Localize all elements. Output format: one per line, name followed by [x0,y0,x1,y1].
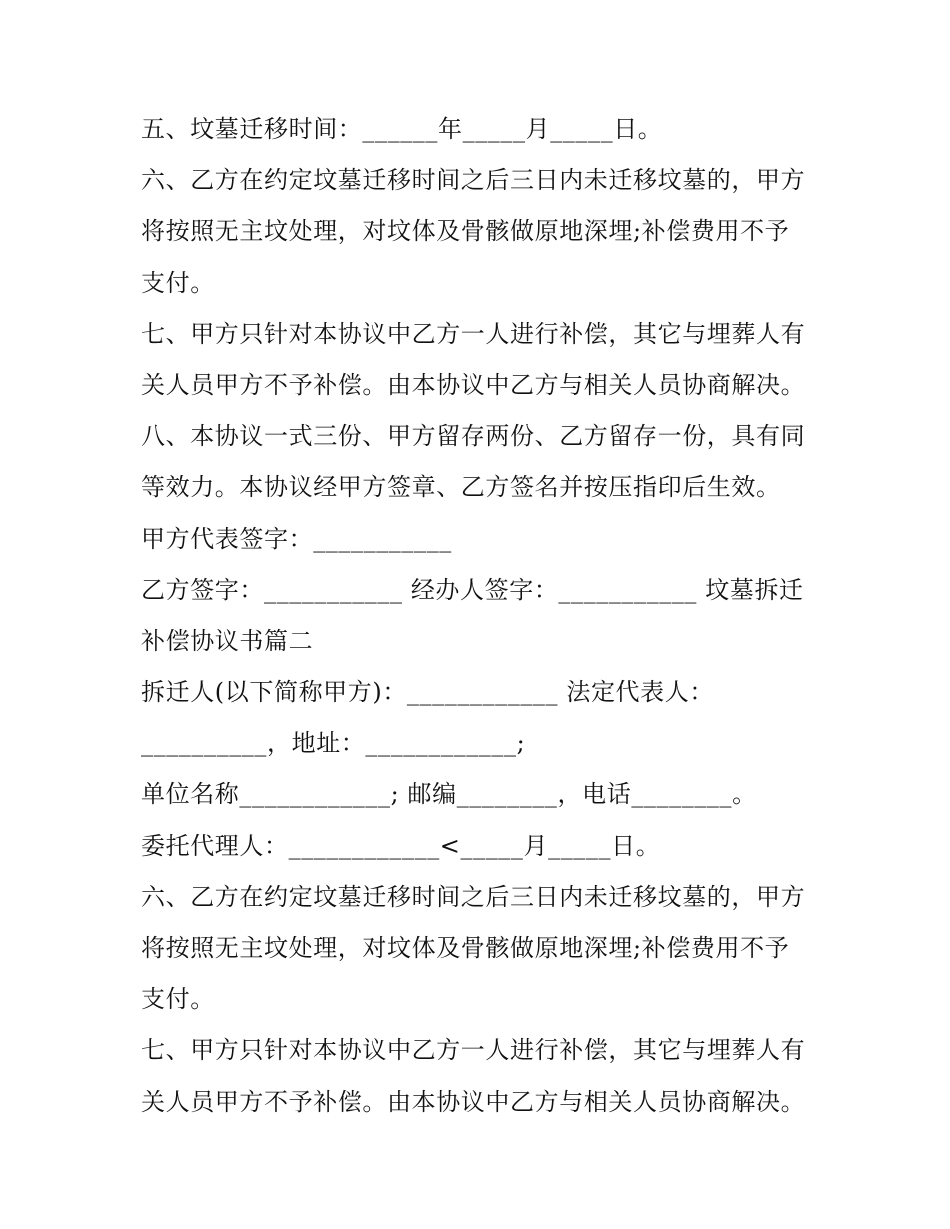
section-title: 补偿协议书篇二 [141,626,314,655]
text-line: 拆迁人(以下简称甲方)：____________ 法定代表人： [141,678,714,707]
text-line: 支付。 [141,985,215,1014]
text-line: 委托代理人：____________<_____月_____日。 [141,831,661,860]
text-line: __________，地址：____________; [141,729,526,758]
text-line: 七、甲方只针对本协议中乙方一人进行补偿，其它与埋葬人有 [141,1036,806,1065]
text-line: 六、乙方在约定坟墓迁移时间之后三日内未迁移坟墓的，甲方 [141,166,806,195]
text-line: 六、乙方在约定坟墓迁移时间之后三日内未迁移坟墓的，甲方 [141,882,806,911]
text-line: 七、甲方只针对本协议中乙方一人进行补偿，其它与埋葬人有 [141,319,806,348]
text-line: 将按照无主坟处理，对坟体及骨骸做原地深埋;补偿费用不予 [141,217,790,246]
signature-line-party-a: 甲方代表签字：___________ [141,524,452,553]
text-line: 支付。 [141,268,215,297]
text-line: 关人员甲方不予补偿。由本协议中乙方与相关人员协商解决。 [141,1087,806,1116]
document-body [141,104,821,1128]
text-line: 将按照无主坟处理，对坟体及骨骸做原地深埋;补偿费用不予 [141,934,790,962]
text-line: 等效力。本协议经甲方签章、乙方签名并按压指印后生效。 [141,473,781,502]
text-line: 五、坟墓迁移时间：______年_____月_____日。 [141,115,663,143]
text-line: 关人员甲方不予补偿。由本协议中乙方与相关人员协商解决。 [141,370,806,399]
signature-line-party-b: 乙方签字：___________ 经办人签字：___________ 坟墓拆迁 [141,575,804,604]
text-line: 八、本协议一式三份、甲方留存两份、乙方留存一份，具有同 [141,422,806,451]
text-line: 单位名称____________; 邮编________，电话________。 [141,780,757,809]
